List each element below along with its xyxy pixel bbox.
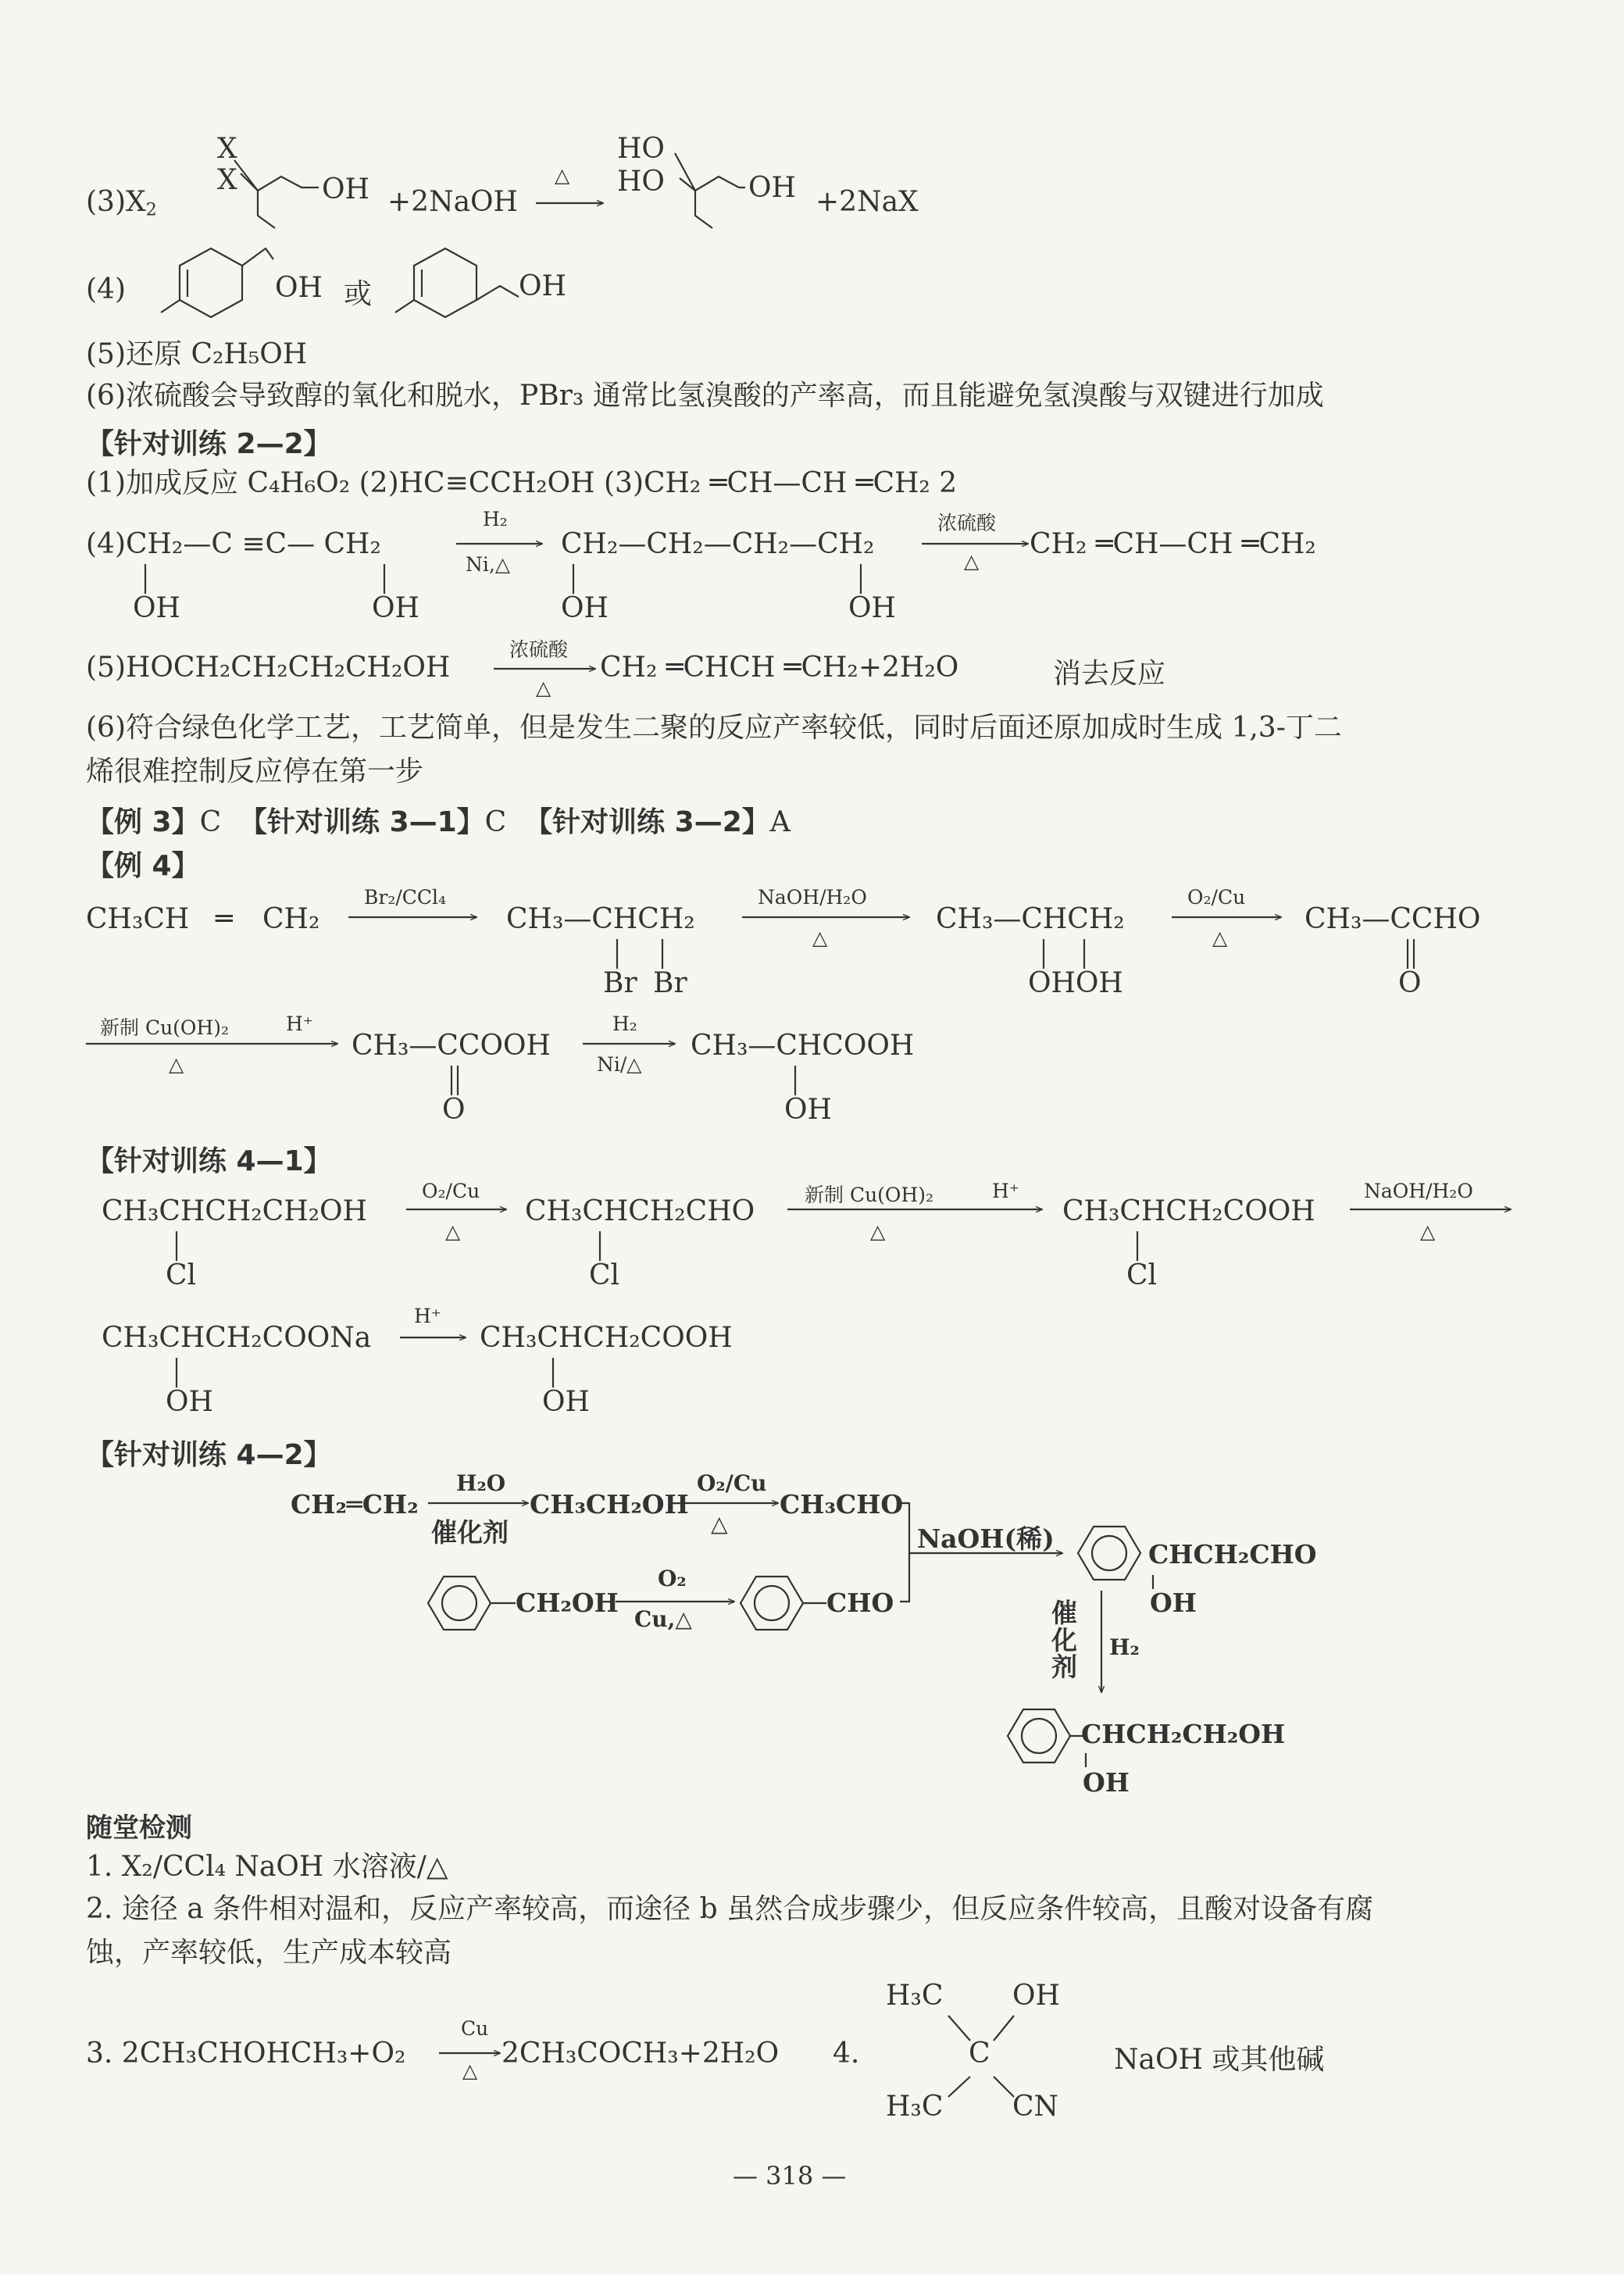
h41-r2-s2: CH₃CHCH₂COOH — [480, 1322, 733, 1354]
quiz-head: 随堂检测 — [86, 1812, 192, 1844]
ex32-ans: A — [769, 806, 791, 838]
item-6: (6)浓硫酸会导致醇的氧化和脱水，PBr₃ 通常比氢溴酸的产率高，而且能避免氢溴酸与双键进行加成 — [86, 380, 1324, 412]
ex4-r2-oh2: OH — [784, 1094, 832, 1126]
p4-product: CH₂ ═CH—CH ═CH₂ — [1030, 528, 1316, 560]
h41-r2-oh2: OH — [542, 1386, 590, 1418]
p5-product: CH₂ ═CHCH ═CH₂+2H₂O — [600, 652, 959, 684]
heading-4-2: 【针对训练 4—2】 — [86, 1439, 332, 1471]
h41-d2: △ — [870, 1220, 886, 1243]
h41-d1: △ — [445, 1220, 461, 1243]
oh-label-3: OH — [275, 272, 323, 304]
p4-cond-h2: H₂ — [483, 508, 508, 530]
ex4-s5: CH₃—CCHO — [1305, 903, 1481, 935]
p4-cond-delta: △ — [964, 550, 980, 573]
h42-c4: O₂ — [658, 1566, 687, 1591]
quiz-q2-line2: 蚀，产率较低，生产成本较高 — [86, 1937, 452, 1969]
quiz-q3-cu: Cu — [461, 2017, 489, 2040]
ex4-r2-s2: CH₃—CHCOOH — [691, 1030, 915, 1062]
page-number: — 318 — — [733, 2161, 847, 2191]
h42-c2b: △ — [711, 1511, 728, 1537]
x-label-1: X — [217, 133, 237, 165]
h42-h2: H₂ — [1109, 1634, 1140, 1660]
ex4-c3: O₂/Cu — [1187, 886, 1246, 909]
condition-delta: △ — [555, 164, 570, 187]
ex4-s2: CH₂ — [262, 903, 320, 935]
p4-cond-acid: 浓硫酸 — [937, 512, 997, 534]
ex4-r2-d2: Ni/△ — [597, 1053, 642, 1076]
ex4-oh4: OHOH — [1028, 967, 1123, 999]
h42-s7: CHCH₂CH₂OH — [1081, 1719, 1286, 1749]
quiz-oh: OH — [1012, 1980, 1060, 2012]
merge-bracket — [900, 1503, 909, 1602]
h42-naoh: NaOH(稀) — [917, 1523, 1055, 1554]
p4-oh-b: OH — [372, 592, 419, 624]
skeletal-product — [675, 153, 745, 228]
ex4-r2-c2: H₂ — [612, 1012, 637, 1035]
ho-label-2: HO — [617, 166, 665, 198]
oh-label-4: OH — [519, 270, 566, 302]
h42-s3: CH₃CHO — [780, 1489, 904, 1520]
quiz-q3b: 2CH₃COCH₃+2H₂O — [501, 2038, 780, 2070]
ex4-r2-d1: △ — [169, 1053, 184, 1076]
ring-1 — [161, 248, 273, 317]
benzene-ring-4 — [1008, 1709, 1083, 1762]
h41-c2b: H⁺ — [992, 1180, 1019, 1202]
quiz-q3-delta: △ — [462, 2059, 478, 2082]
oh-label-2: OH — [748, 172, 796, 204]
ring-2 — [395, 248, 519, 317]
product-nax: +2NaX — [816, 186, 919, 218]
item-5: (5)还原 C₂H₅OH — [86, 338, 308, 370]
ex4-br2: Br — [653, 967, 687, 999]
p4-oh-c: OH — [561, 592, 609, 624]
h42-c2: O₂/Cu — [697, 1470, 767, 1496]
x-label-2: X — [217, 164, 237, 196]
h42-c1b: 催化剂 — [431, 1517, 509, 1548]
h41-d3: △ — [1420, 1220, 1436, 1243]
quiz-cn: CN — [1012, 2091, 1059, 2123]
h42-s5: CHO — [826, 1588, 894, 1618]
h41-c3: NaOH/H₂O — [1364, 1180, 1473, 1202]
ex32-label: 【针对训练 3—2】 — [524, 806, 770, 838]
h42-oh6: OH — [1150, 1588, 1197, 1618]
h41-cl1: Cl — [166, 1259, 197, 1291]
ex31-label: 【针对训练 3—1】 — [239, 806, 485, 838]
h41-c2: 新制 Cu(OH)₂ — [805, 1184, 934, 1206]
ex4-s3: CH₃—CHCH₂ — [506, 903, 695, 935]
ex4-r2-s1: CH₃—CCOOH — [352, 1030, 551, 1062]
benzene-ring-1 — [1078, 1527, 1140, 1580]
item-4-prefix: (4) — [86, 273, 126, 305]
h41-s3: CH₃CHCH₂COOH — [1062, 1195, 1315, 1227]
h41-r2-oh1: OH — [166, 1386, 213, 1418]
h41-r2-c1: H⁺ — [414, 1305, 441, 1327]
ex4-s1: CH₃CH — [86, 903, 190, 935]
example-4-head: 【例 4】 — [86, 850, 200, 882]
p4-intermediate: CH₂—CH₂—CH₂—CH₂ — [561, 528, 875, 560]
ex4-c2: NaOH/H₂O — [758, 886, 867, 909]
p5-cond-delta: △ — [536, 677, 551, 699]
quiz-h3c-2: H₃C — [886, 2091, 944, 2123]
ex31-ans: C — [484, 806, 507, 838]
h42-s2: CH₃CH₂OH — [530, 1489, 689, 1520]
quiz-q4: 4. — [833, 2038, 860, 2070]
ex3-label: 【例 3】 — [86, 806, 200, 838]
heading-4-1: 【针对训练 4—1】 — [86, 1145, 332, 1177]
skeletal-reactant — [234, 160, 319, 228]
p5-reaction-type: 消去反应 — [1053, 658, 1166, 690]
h41-c1: O₂/Cu — [422, 1180, 480, 1202]
h41-s1: CH₃CHCH₂CH₂OH — [102, 1195, 367, 1227]
item-3-prefix: $(3)X_2$ — [86, 186, 157, 220]
heading-2-2: 【针对训练 2—2】 — [86, 428, 332, 460]
p5-cond-acid: 浓硫酸 — [509, 638, 569, 661]
p5-reactant: (5)HOCH₂CH₂CH₂CH₂OH — [86, 652, 451, 684]
ex4-c1: Br₂/CCl₄ — [364, 886, 447, 909]
h42-cat: 催化剂 — [1051, 1598, 1077, 1683]
ex4-o5: O — [1398, 967, 1422, 999]
quiz-h3c-1: H₃C — [886, 1980, 944, 2012]
h42-oh7: OH — [1083, 1767, 1130, 1798]
p6-line-2: 烯很难控制反应停在第一步 — [86, 755, 424, 788]
h42-s1: CH₂═CH₂ — [291, 1489, 419, 1520]
p4-oh-a: OH — [133, 592, 180, 624]
h42-s4: CH₂OH — [516, 1588, 619, 1618]
oh-label: OH — [322, 173, 369, 205]
quiz-q2-line1: 2. 途径 a 条件相对温和，反应产率较高，而途径 b 虽然合成步骤少，但反应条件较高，且酸对设备有腐 — [86, 1893, 1374, 1925]
quiz-c: C — [969, 2038, 990, 2070]
ho-label-1: HO — [617, 133, 665, 165]
h41-r2-s1: CH₃CHCH₂COONa — [102, 1322, 372, 1354]
ex3-ans: C — [199, 806, 222, 838]
items-1-3: (1)加成反应 C₄H₆O₂ (2)HC≡CCH₂OH (3)CH₂ ═CH—CH ═CH₂ 2 — [86, 467, 958, 499]
ex4-s4: CH₃—CHCH₂ — [936, 903, 1125, 935]
ex4-eq: ═ — [216, 903, 233, 935]
ex4-r2-o1: O — [442, 1094, 466, 1126]
h41-cl2: Cl — [589, 1259, 620, 1291]
h42-s6: CHCH₂CHO — [1148, 1539, 1317, 1570]
p6-line-1: (6)符合绿色化学工艺，工艺简单，但是发生二聚的反应产率较低，同时后面还原加成时生成 1,3-丁二 — [86, 712, 1342, 744]
p4-oh-d: OH — [848, 592, 896, 624]
quiz-q4b: NaOH 或其他碱 — [1114, 2044, 1325, 2076]
ex4-r2-c1: 新制 Cu(OH)₂ — [100, 1016, 230, 1039]
quiz-q3a: 3. 2CH₃CHOHCH₃+O₂ — [86, 2038, 406, 2070]
h41-s2: CH₃CHCH₂CHO — [525, 1195, 755, 1227]
ex4-r2-c1b: H⁺ — [286, 1012, 313, 1035]
benzene-ring-2 — [428, 1577, 516, 1630]
h42-c4b: Cu,△ — [634, 1606, 692, 1632]
p4-reactant: (4)CH₂—C ≡C— CH₂ — [86, 528, 381, 560]
h41-cl3: Cl — [1126, 1259, 1158, 1291]
h42-c1: H₂O — [456, 1470, 506, 1496]
benzene-ring-3 — [741, 1577, 826, 1630]
ex4-d3: △ — [1212, 927, 1228, 949]
p4-cond-ni: Ni,△ — [466, 553, 511, 576]
ex4-d2: △ — [812, 927, 828, 949]
reagent-naoh: +2NaOH — [387, 186, 518, 218]
quiz-q1: 1. X₂/CCl₄ NaOH 水溶液/△ — [86, 1851, 448, 1883]
or-text: 或 — [344, 278, 373, 310]
ex4-br1: Br — [603, 967, 637, 999]
